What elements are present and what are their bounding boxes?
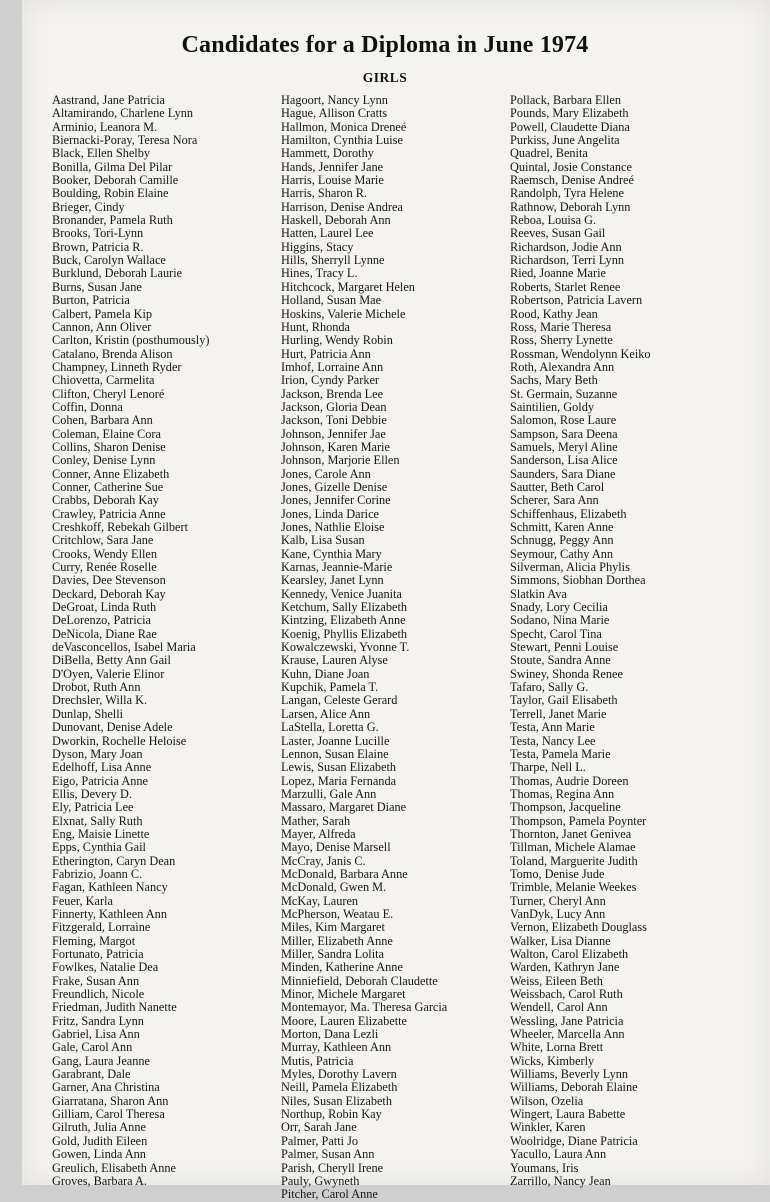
- candidate-name: Kupchik, Pamela T.: [281, 680, 379, 695]
- candidate-name: Aastrand, Jane Patricia: [52, 93, 166, 107]
- candidate-name: Kennedy, Venice Juanita: [281, 586, 402, 601]
- candidate-name: Coffin, Donna: [52, 399, 123, 414]
- candidate-name: Burklund, Deborah Laurie: [52, 266, 183, 281]
- candidate-name: Palmer, Susan Ann: [281, 1147, 375, 1162]
- candidate-name: Fabrizio, Joann C.: [52, 866, 143, 881]
- candidate-name: Ellis, Devery D.: [52, 786, 132, 801]
- candidate-name: Rossman, Wendolynn Keiko: [510, 346, 651, 361]
- candidate-name: Conner, Anne Elizabeth: [52, 466, 170, 481]
- candidate-name: Hamilton, Cynthia Luise: [281, 133, 403, 148]
- candidate-name: Weiss, Eileen Beth: [510, 973, 603, 988]
- candidate-name: Walker, Lisa Dianne: [510, 933, 611, 948]
- name-column-3: [510, 94, 651, 1188]
- candidate-name: Black, Ellen Shelby: [52, 146, 151, 161]
- candidate-name: Carlton, Kristin (posthumously): [52, 333, 210, 348]
- candidate-name: Taylor, Gail Elisabeth: [510, 693, 618, 708]
- candidate-name: Crooks, Wendy Ellen: [52, 546, 158, 561]
- candidate-name: Wilson, Ozelia: [510, 1093, 584, 1108]
- candidate-name: Hines, Tracy L.: [281, 266, 358, 281]
- candidate-name: Zarrillo, Nancy Jean: [510, 1173, 611, 1188]
- candidate-name: Catalano, Brenda Alison: [52, 346, 173, 361]
- candidate-name: Frake, Susan Ann: [52, 973, 140, 988]
- candidate-name: Critchlow, Sara Jane: [52, 533, 154, 548]
- candidate-name: Tillman, Michele Alamae: [510, 840, 636, 855]
- candidate-name: Freundlich, Nicole: [52, 987, 145, 1002]
- candidate-name: Burton, Patricia: [52, 293, 130, 308]
- candidate-name: Cannon, Ann Oliver: [52, 319, 152, 334]
- candidate-name: Stewart, Penni Louise: [510, 640, 619, 655]
- candidate-name: Orr, Sarah Jane: [281, 1120, 357, 1135]
- candidate-name: Tomo, Denise Jude: [510, 866, 605, 881]
- candidate-name: Hoskins, Valerie Michele: [281, 306, 406, 321]
- candidate-name: Chiovetta, Carmelita: [52, 373, 155, 388]
- candidate-name: Sautter, Beth Carol: [510, 479, 605, 494]
- candidate-name: Thornton, Janet Genivea: [510, 826, 632, 841]
- candidate-name: Groves, Barbara A.: [52, 1173, 147, 1188]
- candidate-name: Gabriel, Lisa Ann: [52, 1027, 140, 1042]
- candidate-name: Giarratana, Sharon Ann: [52, 1093, 169, 1108]
- candidate-name: Moore, Lauren Elizabette: [281, 1013, 407, 1028]
- candidate-name: Miller, Elizabeth Anne: [281, 933, 393, 948]
- candidate-name: Krause, Lauren Alyse: [281, 653, 388, 668]
- candidate-name: Specht, Carol Tina: [510, 626, 602, 641]
- candidate-name: Dyson, Mary Joan: [52, 746, 143, 761]
- candidate-name: Dworkin, Rochelle Heloise: [52, 733, 187, 748]
- candidate-name: Bronander, Pamela Ruth: [52, 213, 173, 228]
- candidate-name: Eng, Maisie Linette: [52, 826, 150, 841]
- candidate-name: Karnas, Jeannie-Marie: [281, 560, 393, 575]
- candidate-name: LaStella, Loretta G.: [281, 720, 379, 735]
- candidate-name: Samuels, Meryl Aline: [510, 439, 618, 454]
- candidate-name: Thompson, Jacqueline: [510, 800, 621, 815]
- candidate-name: Testa, Ann Marie: [510, 720, 595, 735]
- candidate-name: Mayer, Alfreda: [281, 826, 356, 841]
- candidate-name: Powell, Claudette Diana: [510, 119, 630, 134]
- candidate-name: Kearsley, Janet Lynn: [281, 573, 384, 588]
- candidate-name: Biernacki-Poray, Teresa Nora: [52, 133, 198, 148]
- candidate-name: Mayo, Denise Marsell: [281, 840, 391, 855]
- candidate-name: Curry, Renée Roselle: [52, 560, 157, 575]
- candidate-name: Gilruth, Julia Anne: [52, 1120, 146, 1135]
- candidate-name: Rathnow, Deborah Lynn: [510, 199, 631, 214]
- candidate-name: Kintzing, Elizabeth Anne: [281, 613, 406, 628]
- candidate-name: Youmans, Iris: [510, 1160, 579, 1175]
- candidate-name: D'Oyen, Valerie Elinor: [52, 666, 165, 681]
- candidate-name: Morton, Dana Lezli: [281, 1027, 379, 1042]
- candidate-name: Harris, Sharon R.: [281, 186, 368, 201]
- candidate-name: Sodano, Nina Marie: [510, 613, 610, 628]
- candidate-name: Langan, Celeste Gerard: [281, 693, 398, 708]
- candidate-name: Neill, Pamela Elizabeth: [281, 1080, 398, 1095]
- candidate-name: Pollack, Barbara Ellen: [510, 93, 621, 107]
- candidate-name: Harris, Louise Marie: [281, 173, 384, 188]
- candidate-name: Turner, Cheryl Ann: [510, 893, 606, 908]
- candidate-name: Etherington, Caryn Dean: [52, 853, 176, 868]
- candidate-name: Mather, Sarah: [281, 813, 351, 828]
- candidate-name: Hagoort, Nancy Lynn: [281, 93, 388, 107]
- candidate-name: Seymour, Cathy Ann: [510, 546, 614, 561]
- candidate-name: Robertson, Patricia Lavern: [510, 293, 643, 308]
- candidate-name: Trimble, Melanie Weekes: [510, 880, 637, 895]
- candidate-name: Ried, Joanne Marie: [510, 266, 606, 281]
- candidate-name: Brieger, Cindy: [52, 199, 125, 214]
- candidate-name: Wingert, Laura Babette: [510, 1107, 626, 1122]
- candidate-name: Gowen, Linda Ann: [52, 1147, 146, 1162]
- candidate-name: Edelhoff, Lisa Anne: [52, 760, 152, 775]
- candidate-name: Wicks, Kimberly: [510, 1053, 595, 1068]
- candidate-name: Garabrant, Dale: [52, 1067, 131, 1082]
- candidate-name: Cohen, Barbara Ann: [52, 413, 153, 428]
- candidate-name: Conley, Denise Lynn: [52, 453, 156, 468]
- candidate-name: Yacullo, Laura Ann: [510, 1147, 607, 1162]
- candidate-name: Kuhn, Diane Joan: [281, 666, 370, 681]
- candidate-name: Hills, Sherryll Lynne: [281, 253, 385, 268]
- candidate-name: Minor, Michele Margaret: [281, 987, 406, 1002]
- candidate-name: Friedman, Judith Nanette: [52, 1000, 177, 1015]
- candidate-name: Williams, Beverly Lynn: [510, 1067, 629, 1082]
- candidate-name: Hallmon, Monica Dreneé: [281, 119, 407, 134]
- candidate-name: Dunovant, Denise Adele: [52, 720, 173, 735]
- candidate-name: McPherson, Weatau E.: [281, 906, 394, 921]
- candidate-name: McDonald, Barbara Anne: [281, 866, 408, 881]
- candidate-name: Testa, Pamela Marie: [510, 746, 611, 761]
- name-column-2: [281, 94, 447, 1202]
- candidate-name: Fleming, Margot: [52, 933, 136, 948]
- candidate-name: deVasconcellos, Isabel Maria: [52, 640, 196, 655]
- candidate-name: Wendell, Carol Ann: [510, 1000, 608, 1015]
- candidate-name: Jones, Jennifer Corine: [281, 493, 391, 508]
- candidate-name: White, Lorna Brett: [510, 1040, 604, 1055]
- candidate-name: Fitzgerald, Lorraine: [52, 920, 151, 935]
- candidate-name: Myles, Dorothy Lavern: [281, 1067, 397, 1082]
- candidate-name: McCray, Janis C.: [281, 853, 366, 868]
- candidate-name: Ely, Patricia Lee: [52, 800, 134, 815]
- candidate-name: Winkler, Karen: [510, 1120, 586, 1135]
- candidate-name: Ross, Sherry Lynette: [510, 333, 613, 348]
- candidate-name: Greulich, Elisabeth Anne: [52, 1160, 176, 1175]
- candidate-name: Coleman, Elaine Cora: [52, 426, 161, 441]
- candidate-name: Champney, Linneth Ryder: [52, 359, 182, 374]
- candidate-name: Hague, Allison Cratts: [281, 106, 388, 121]
- candidate-name: Dunlap, Shelli: [52, 706, 124, 721]
- candidate-name: Thomas, Audrie Doreen: [510, 773, 629, 788]
- candidate-name: Pitcher, Carol Anne: [281, 1187, 378, 1202]
- candidate-name: Kane, Cynthia Mary: [281, 546, 382, 561]
- candidate-name: Reboa, Louisa G.: [510, 213, 597, 228]
- candidate-name: Tafaro, Sally G.: [510, 680, 589, 695]
- candidate-name: Raemsch, Denise Andreé: [510, 173, 634, 188]
- candidate-name: Weissbach, Carol Ruth: [510, 987, 623, 1002]
- candidate-name: Wheeler, Marcella Ann: [510, 1027, 625, 1042]
- candidate-name: Harrison, Denise Andrea: [281, 199, 403, 214]
- candidate-name: Richardson, Jodie Ann: [510, 239, 622, 254]
- candidate-name: Pauly, Gwyneth: [281, 1173, 360, 1188]
- candidate-name: Wessling, Jane Patricia: [510, 1013, 624, 1028]
- candidate-name: Hunt, Rhonda: [281, 319, 350, 334]
- candidate-name: Burns, Susan Jane: [52, 279, 142, 294]
- candidate-name: Rood, Kathy Jean: [510, 306, 598, 321]
- candidate-name: Garner, Ana Christina: [52, 1080, 160, 1095]
- candidate-name: DeNicola, Diane Rae: [52, 626, 157, 641]
- candidate-name: Terrell, Janet Marie: [510, 706, 607, 721]
- candidate-name: Jones, Gizelle Denise: [281, 479, 388, 494]
- candidate-name: Roberts, Starlet Renee: [510, 279, 621, 294]
- candidate-name: Gale, Carol Ann: [52, 1040, 133, 1055]
- candidate-name: Jones, Nathlie Eloise: [281, 520, 385, 534]
- candidate-name: Richardson, Terri Lynn: [510, 253, 625, 268]
- candidate-name: Johnson, Karen Marie: [281, 439, 390, 454]
- candidate-name: Reeves, Susan Gail: [510, 226, 606, 241]
- candidate-name: Jackson, Toni Debbie: [281, 413, 387, 428]
- candidate-name: Ross, Marie Theresa: [510, 319, 612, 334]
- candidate-name: Hitchcock, Margaret Helen: [281, 279, 415, 294]
- candidate-name: Snady, Lory Cecilia: [510, 600, 608, 615]
- candidate-name: Finnerty, Kathleen Ann: [52, 906, 167, 921]
- candidate-name: Brooks, Tori-Lynn: [52, 226, 144, 241]
- page-title: Candidates for a Diploma in June 1974: [181, 32, 589, 58]
- candidate-name: Boulding, Robin Elaine: [52, 186, 169, 201]
- candidate-name: Arminio, Leanora M.: [52, 119, 158, 134]
- candidate-name: St. Germain, Suzanne: [510, 386, 618, 401]
- candidate-name: Schmitt, Karen Anne: [510, 520, 614, 534]
- section-heading-girls: GIRLS: [362, 70, 408, 85]
- candidate-name: Gang, Laura Jeanne: [52, 1053, 150, 1068]
- candidate-name: Buck, Carolyn Wallace: [52, 253, 166, 268]
- candidate-name: Brown, Patricia R.: [52, 239, 144, 254]
- candidate-name: Crabbs, Deborah Kay: [52, 493, 159, 508]
- candidate-name: Thomas, Regina Ann: [510, 786, 615, 801]
- candidate-name: Davies, Dee Stevenson: [52, 573, 166, 588]
- candidate-name: Hammett, Dorothy: [281, 146, 374, 161]
- candidate-name: Bonilla, Gilma Del Pilar: [52, 159, 173, 174]
- candidate-name: Clifton, Cheryl Lenoré: [52, 386, 165, 401]
- candidate-name: McKay, Lauren: [281, 893, 359, 908]
- candidate-name: Drobot, Ruth Ann: [52, 680, 141, 695]
- candidate-name: DiBella, Betty Ann Gail: [52, 653, 171, 668]
- candidate-name: Tharpe, Nell L.: [510, 760, 586, 775]
- candidate-name: Fagan, Kathleen Nancy: [52, 880, 168, 895]
- candidate-name: Gold, Judith Eileen: [52, 1133, 148, 1148]
- candidate-name: Montemayor, Ma. Theresa Garcia: [281, 1000, 448, 1015]
- candidate-name: Fortunato, Patricia: [52, 947, 144, 961]
- candidate-name: Imhof, Lorraine Ann: [281, 359, 384, 374]
- candidate-name: Pounds, Mary Elizabeth: [510, 106, 629, 121]
- name-column-1: [52, 94, 209, 1188]
- candidate-name: Williams, Deborah Elaine: [510, 1080, 638, 1095]
- candidate-name: Minniefield, Deborah Claudette: [281, 973, 438, 988]
- candidate-name: Lopez, Maria Fernanda: [281, 773, 397, 788]
- candidate-name: Salomon, Rose Laure: [510, 413, 617, 428]
- candidate-name: Feuer, Karla: [52, 893, 113, 908]
- candidate-name: Hatten, Laurel Lee: [281, 226, 374, 241]
- candidate-name: Sampson, Sara Deena: [510, 426, 618, 441]
- candidate-name: Swiney, Shonda Renee: [510, 666, 623, 681]
- candidate-name: Scherer, Sara Ann: [510, 493, 599, 508]
- candidate-name: Niles, Susan Elizabeth: [281, 1093, 392, 1108]
- candidate-name: Johnson, Marjorie Ellen: [281, 453, 400, 468]
- candidate-name: Epps, Cynthia Gail: [52, 840, 146, 855]
- candidate-name: Crawley, Patricia Anne: [52, 506, 166, 521]
- candidate-name: Hurling, Wendy Robin: [281, 333, 393, 348]
- candidate-name: VanDyk, Lucy Ann: [510, 906, 606, 921]
- candidate-name: Jackson, Brenda Lee: [281, 386, 384, 401]
- candidate-name: Deckard, Deborah Kay: [52, 586, 166, 601]
- candidate-name: Sachs, Mary Beth: [510, 373, 598, 388]
- candidate-name: Palmer, Patti Jo: [281, 1133, 359, 1148]
- candidate-name: Miles, Kim Margaret: [281, 920, 385, 935]
- candidate-name: Murray, Kathleen Ann: [281, 1040, 392, 1055]
- candidate-name: Kowalczewski, Yvonne T.: [281, 640, 410, 655]
- candidate-name: Ketchum, Sally Elizabeth: [281, 600, 408, 615]
- candidate-name: Elxnat, Sally Ruth: [52, 813, 143, 828]
- candidate-name: Booker, Deborah Camille: [52, 173, 179, 188]
- candidate-name: Roth, Alexandra Ann: [510, 359, 615, 374]
- candidate-name: Simmons, Siobhan Dorthea: [510, 573, 646, 588]
- candidate-name: Randolph, Tyra Helene: [510, 186, 624, 201]
- candidate-name: Holland, Susan Mae: [281, 293, 382, 308]
- candidate-name: Conner, Catherine Sue: [52, 479, 164, 494]
- candidate-name: Warden, Kathryn Jane: [510, 960, 620, 975]
- candidate-name: Hands, Jennifer Jane: [281, 159, 384, 174]
- candidate-name: Gilliam, Carol Theresa: [52, 1107, 165, 1122]
- candidate-name: Miller, Sandra Lolita: [281, 947, 384, 961]
- candidate-name: Vernon, Elizabeth Douglass: [510, 920, 647, 935]
- candidate-name: Toland, Marguerite Judith: [510, 853, 638, 868]
- candidate-name: Woolridge, Diane Patricia: [510, 1133, 638, 1148]
- candidate-name: Marzulli, Gale Ann: [281, 786, 377, 801]
- candidate-name: Larsen, Alice Ann: [281, 706, 371, 721]
- candidate-name: Hurt, Patricia Ann: [281, 346, 371, 361]
- candidate-name: Quadrel, Benita: [510, 146, 588, 161]
- candidate-name: Lewis, Susan Elizabeth: [281, 760, 397, 775]
- candidate-name: Calbert, Pamela Kip: [52, 306, 153, 321]
- candidate-name: Parish, Cheryll Irene: [281, 1160, 384, 1175]
- candidate-name: Testa, Nancy Lee: [510, 733, 596, 748]
- candidate-name: Minden, Katherine Anne: [281, 960, 403, 975]
- candidate-name: Laster, Joanne Lucille: [281, 733, 390, 748]
- candidate-name: Drechsler, Willa K.: [52, 693, 148, 708]
- candidate-name: Massaro, Margaret Diane: [281, 800, 407, 815]
- candidate-name: DeGroat, Linda Ruth: [52, 600, 157, 615]
- candidate-name: Schiffenhaus, Elizabeth: [510, 506, 627, 521]
- candidate-name: Fritz, Sandra Lynn: [52, 1013, 144, 1028]
- candidate-name: Irion, Cyndy Parker: [281, 373, 380, 388]
- candidate-name: Altamirando, Charlene Lynn: [52, 106, 194, 121]
- candidate-name: Johnson, Jennifer Jae: [281, 426, 386, 441]
- candidate-name: Slatkin Ava: [510, 586, 567, 601]
- candidate-name: Silverman, Alicia Phylis: [510, 560, 630, 575]
- candidate-name: Fowlkes, Natalie Dea: [52, 960, 159, 975]
- candidate-name: DeLorenzo, Patricia: [52, 613, 152, 628]
- candidate-name: Kalb, Lisa Susan: [281, 533, 365, 548]
- candidate-name: Jones, Linda Darice: [281, 506, 379, 521]
- candidate-name: Mutis, Patricia: [281, 1053, 354, 1068]
- candidate-name: Schnugg, Peggy Ann: [510, 533, 614, 548]
- candidate-name: Lennon, Susan Elaine: [281, 746, 389, 761]
- candidate-name: Eigo, Patricia Anne: [52, 773, 148, 788]
- candidate-name: McDonald, Gwen M.: [281, 880, 387, 895]
- candidate-name: Jackson, Gloria Dean: [281, 399, 387, 414]
- candidate-name: Jones, Carole Ann: [281, 466, 371, 481]
- candidate-name: Saunders, Sara Diane: [510, 466, 616, 481]
- candidate-name: Koenig, Phyllis Elizabeth: [281, 626, 408, 641]
- candidate-name: Sanderson, Lisa Alice: [510, 453, 618, 468]
- candidate-name: Thompson, Pamela Poynter: [510, 813, 647, 828]
- candidate-name: Northup, Robin Kay: [281, 1107, 382, 1122]
- candidate-name: Quintal, Josie Constance: [510, 159, 632, 174]
- candidate-name: Higgins, Stacy: [281, 239, 354, 254]
- candidate-name: Saintilien, Goldy: [510, 399, 595, 414]
- candidate-name: Purkiss, June Angelita: [510, 133, 620, 148]
- candidate-name: Creshkoff, Rebekah Gilbert: [52, 520, 189, 534]
- candidate-name: Haskell, Deborah Ann: [281, 213, 391, 228]
- candidate-name: Walton, Carol Elizabeth: [510, 947, 629, 961]
- candidate-name: Collins, Sharon Denise: [52, 439, 166, 454]
- candidate-name: Stoute, Sandra Anne: [510, 653, 611, 668]
